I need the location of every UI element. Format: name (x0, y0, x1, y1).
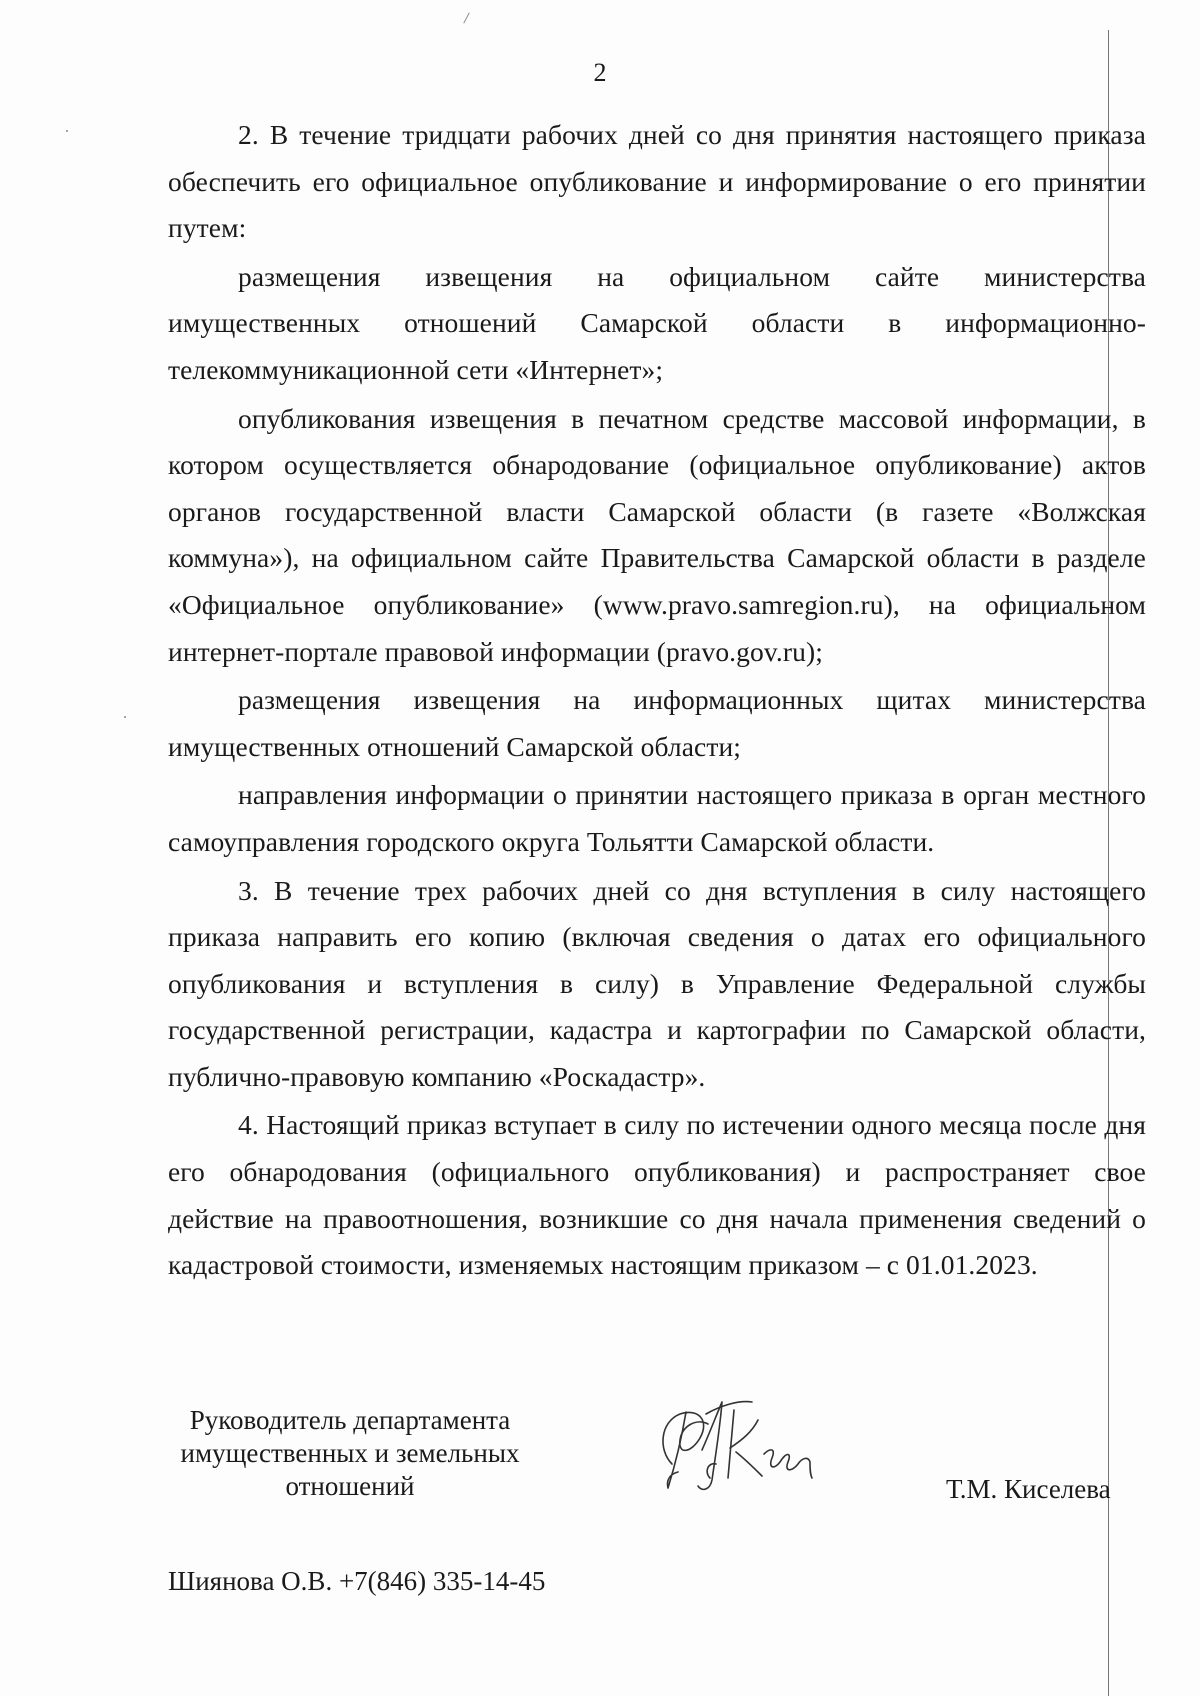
signer-name: Т.М. Киселева (946, 1474, 1111, 1504)
position-line: Руководитель департамента (189, 1405, 511, 1435)
signatory-position (160, 1404, 540, 1503)
page-number: 2 (593, 58, 607, 87)
contact-info: Шиянова О.В. +7(846) 335-14-45 (168, 1566, 546, 1596)
paragraph-3: 3. В течение трех рабочих дней со дня вступления в силу настоящего приказа направить его копию (включая сведения о датах его официального опубликования и вступления в силу) в Управление Федеральной службы государственной регистрации, кадастра и картографии по Самарской области, публично-правовую компанию «Роскадастр». (168, 874, 1146, 1092)
paragraph-2-item-press: опубликования извещения в печатном средстве массовой информации, в котором осуществляется обнародование (официальное опубликование) актов органов государственной власти Самарской области (в газете «Волжская коммуна»), на официальном сайте Правительства Самарской области в разделе «Официальное опубликование» (www.pravo.samregion.ru), на официальном интернет-портале правовой информации (pravo.gov.ru); (168, 402, 1146, 667)
paragraph-2: 2. В течение тридцати рабочих дней со дня принятия настоящего приказа обеспечить его официальное опубликование и информирование о его принятии путем: (168, 119, 1146, 244)
paragraph-4: 4. Настоящий приказ вступает в силу по истечении одного месяца после дня его обнародования (официального опубликования) и распространяет свое действие на правоотношения, возникшие со дня начала применения сведений о кадастровой стоимости, изменяемых настоящим приказом – с 01.01.2023. (168, 1109, 1146, 1281)
scan-speck (66, 130, 68, 132)
scan-speck (124, 716, 126, 718)
paragraph-2-item-boards: размещения извещения на информационных щитах министерства имущественных отношений Самарской области; (168, 684, 1146, 762)
paragraph-2-item-municipality: направления информации о принятии настоящего приказа в орган местного самоуправления городского округа Тольятти Самарской области. (168, 779, 1146, 857)
handwritten-signature (650, 1392, 830, 1502)
scan-mark (463, 12, 470, 23)
position-line: отношений (285, 1471, 415, 1501)
document-body (168, 112, 1146, 1291)
paragraph-2-item-website: размещения извещения на официальном сайте министерства имущественных отношений Самарской области в информационно-телекоммуникационной сети «Интернет»; (168, 260, 1146, 385)
position-line: имущественных и земельных (180, 1438, 520, 1468)
